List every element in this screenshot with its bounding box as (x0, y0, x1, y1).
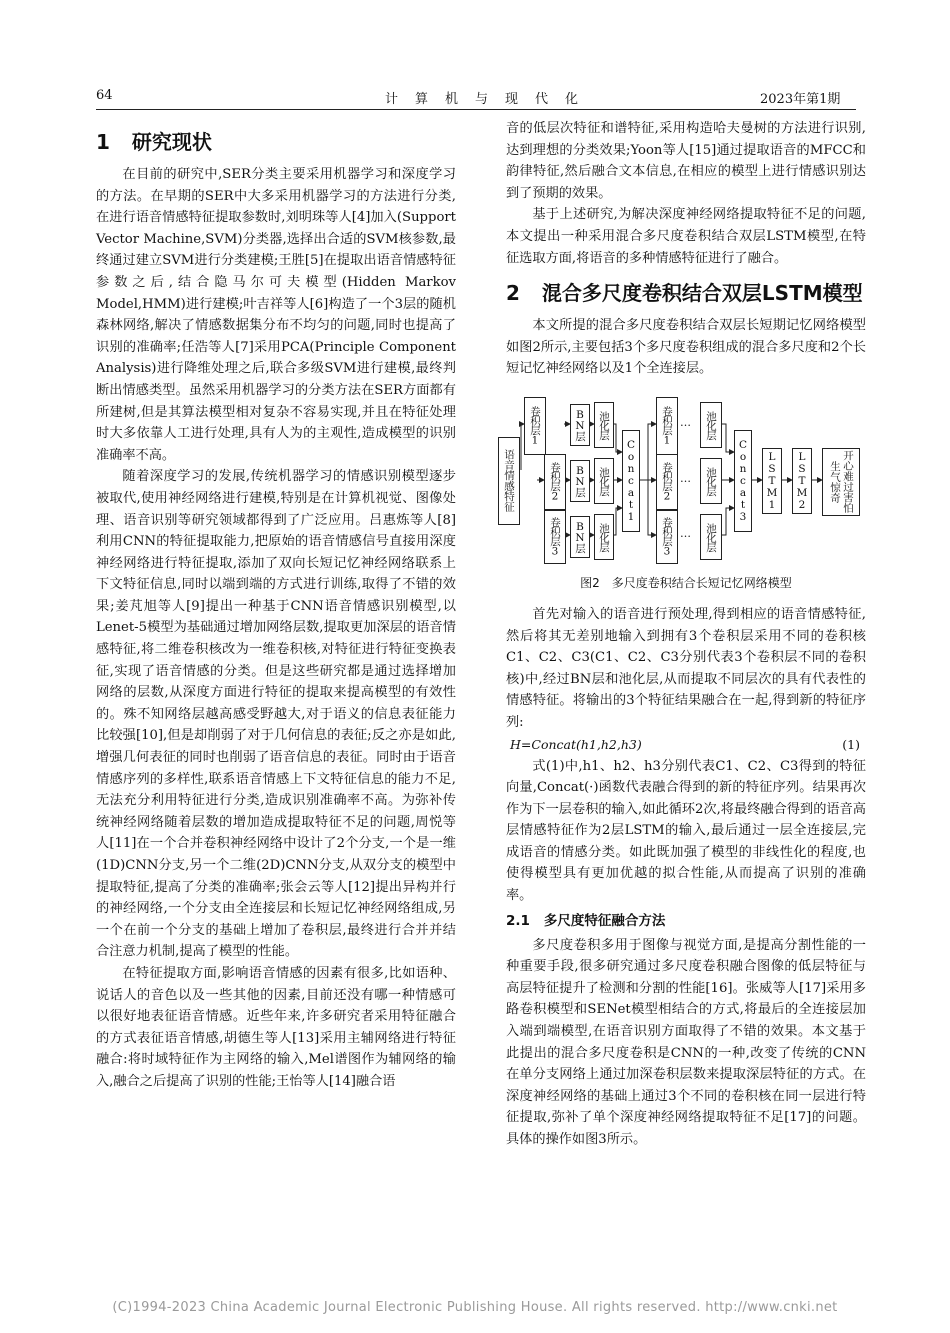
bn-layer-box: BN层 (570, 404, 590, 446)
journal-title: 计 算 机 与 现 代 化 (385, 92, 581, 107)
paragraph: 基于上述研究,为解决深度神经网络提取特征不足的问题,本文提出一种采用混合多尺度卷积结合双层LSTM模型,在特征选取方面,将语音的多种情感特征进行了融合。 (506, 207, 866, 266)
figure-2-diagram (503, 392, 866, 570)
pooling-layer-box: 池化层 (594, 402, 614, 448)
paragraph: 音的低层次特征和谱特征,采用构造哈夫曼树的方法进行识别,达到理想的分类效果;Yoon等人[15]通过提取语音的MFCC和韵律特征,然后融合文本信息,在相应的模型上进行情感识别达到了预期的效果。 (506, 121, 866, 201)
pooling-layer-box: 池化层 (594, 514, 614, 560)
section-title: 混合多尺度卷积结合双层LSTM模型 (541, 281, 863, 306)
page-number: 64 (96, 88, 113, 103)
paragraph: 在目前的研究中,SER分类主要采用机器学习和深度学习的方法。在早期的SER中大多采用机器学习的方法进行分类,在进行语音情感特征提取参数时,刘明珠等人[4]加入(Support Vector Machine,SVM)分类器,选择出合适的SVM核参数,最终通过建立SVM进行分类建模;王胜[5]在提取出语音情感特征参数之后,结合隐马尔可夫模型(Hidden Markov Model,HMM)进行建模;叶吉祥等人[6]构造了一个3层的随机森林网络,解决了情感数据集分布不均匀的问题,同时也提高了识别的准确率;任浩等人[7]采用PCA(Principle Component Analysis)进行降维处理之后,联合多级SVM进行建模,最终判断出情感类型。虽然采用机器学习的分类方法在SER方面都有所建树,但是其算法模型相对复杂不容易实现,并且在特征处理时大多依靠人工进行处理,具有人为的主观性,造成模型的识别准确率不高。 (96, 167, 456, 463)
paragraph: 多尺度卷积多用于图像与视觉方面,是提高分割性能的一种重要手段,很多研究通过多尺度卷积融合图像的低层特征与高层特征提升了检测和分割的性能[16]。张威等人[17]采用多路卷积模型和SENet模型相结合的方式,将最后的全连接层加入端到端模型,在语音识别方面取得了不错的效果。本文基于此提出的混合多尺度卷积是CNN的一种,改变了传统的CNN在单分支网络上通过加深卷积层数来提取深层特征的方式。在深度神经网络的基础上通过3个不同的卷积核在同一层进行特征提取,弥补了单个深度神经网络提取特征不足[17]的问题。具体的操作如图3所示。 (506, 937, 866, 1147)
subsection-2-1-heading (506, 911, 866, 931)
pooling-layer-box: 池化层 (700, 514, 722, 560)
left-column (96, 118, 456, 1093)
paragraph: 本文所提的混合多尺度卷积结合双层长短期记忆网络模型如图2所示,主要包括3个多尺度卷积组成的混合多尺度和2个长短记忆神经网络以及1个全连接层。 (506, 318, 866, 377)
conv-layer-1-box: 卷积层1 (524, 397, 546, 455)
header-rule (96, 109, 856, 110)
equation-1 (506, 734, 866, 756)
pooling-layer-box: 池化层 (594, 458, 614, 504)
bn-layer-box: BN层 (570, 460, 590, 502)
concat3-box: Concat3 (734, 430, 752, 532)
paragraph: 式(1)中,h1、h2、h3分别代表C1、C2、C3得到的特征向量,Concat(·)函数代表融合得到的新的特征序列。结果再次作为下一层卷积的输入,如此循环2次,将最终融合得到的语音高层情感特征作为2层LSTM的输入,最后通过一层全连接层,完成语音的情感分类。如此既加强了模型的非线性化的程度,也使得模型具有更加优越的拟合性能,从而提高了识别的准确率。 (506, 758, 866, 904)
paragraph: 首先对输入的语音进行预处理,得到相应的语音情感特征,然后将其无差别地输入到拥有3个卷积层采用不同的卷积核C1、C2、C3(C1、C2、C3分别代表3个卷积层不同的卷积核)中,经过BN层和池化层,从而提取不同层次的具有代表性的情感特征。将输出的3个特征结果融合在一起,得到新的特征序列: (506, 606, 866, 730)
section-2-heading (506, 279, 866, 307)
equation-number: (1) (842, 736, 860, 752)
section-number: 2 (506, 281, 520, 306)
emotion-output-box: 开心难过害怕生气惊奇 (822, 448, 860, 516)
arrow (720, 424, 734, 452)
section-1-heading (96, 128, 456, 156)
conv-layer-3-box: 卷积层3 (544, 510, 566, 564)
issue-label: 2023年第1期 (760, 92, 841, 107)
input-features-box: 语音情感特征 (498, 437, 520, 525)
arrow (720, 508, 734, 535)
ellipsis: … (680, 415, 691, 429)
paragraph: 在特征提取方面,影响语音情感的因素有很多,比如语种、说话人的音色以及一些其他的因素,目前还没有哪一种情感可以很好地表征语音情感。近些年来,许多研究者采用特征融合的方式表征语音情感,胡德生等人[13]采用主辅网络进行特征融合:将时域特征作为主网络的输入,Mel谱图作为辅网络的输入,融合之后提高了识别的性能;王怡等人[14]融合语 (96, 965, 456, 1089)
concat1-box: Concat1 (622, 430, 640, 532)
subsection-number: 2.1 (506, 912, 530, 929)
figure-caption: 图2 多尺度卷积结合长短记忆网络模型 (580, 575, 792, 590)
conv-layer-2-box: 卷积层2 (544, 454, 566, 510)
subsection-title: 多尺度特征融合方法 (543, 912, 666, 929)
pooling-layer-box: 池化层 (700, 458, 722, 504)
equation: H=Concat(h1,h2,h3) (510, 736, 642, 752)
section-title: 研究现状 (131, 130, 212, 154)
bn-layer-box: BN层 (570, 516, 590, 558)
lstm2-box: LSTM2 (792, 448, 812, 514)
arrow (648, 480, 656, 535)
lstm1-box: LSTM1 (762, 448, 782, 514)
conv-layer-3-box: 卷积层3 (656, 510, 678, 564)
ellipsis: … (680, 471, 691, 485)
copyright-footer: (C)1994-2023 China Academic Journal Electronic Publishing House. All rights reserved. http://www.cnki.net (112, 1300, 838, 1315)
paragraph: 随着深度学习的发展,传统机器学习的情感识别模型逐步被取代,使用神经网络进行建模,特别是在计算机视觉、图像处理、语音识别等研究领域都得到了广泛应用。吕惠炼等人[8]利用CNN的特征提取能力,把原始的语音情感信号直接用深度神经网络进行特征提取,添加了双向长短记忆神经网络联系上下文特征信息,同时以端到端的方式进行训练,取得了不错的效果;姜芃旭等人[9]提出一种基于CNN语音情感识别模型,以Lenet-5模型为基础通过增加网络层数,提取更加深层的语音情感特征,将二维卷积核改为一维卷积核,对特征进行特征变换表征,实现了语音情感的分类。但是这些研究都是通过选择增加网络的层数,从深度方面进行特征的提取来提高模型的有效性的。殊不知网络层越高感受野越大,对于语义的信息表征能力比较强[10],但是却削弱了对于几何信息的表征;反之亦是如此,增强几何表征的同时也削弱了语音信息的表征。同时由于语音情感序列的多样性,联系语音情感上下文特征信息的能力不足,无法充分利用特征进行分类,造成识别准确率不高。为弥补传统神经网络随着层数的增加造成提取特征不足的问题,周悦等人[11]在一个合并卷积神经网络中设计了2个分支,一个是一维(1D)CNN分支,另一个二维(2D)CNN分支,从双分支的模型中提取特征,提高了分类的准确率;张会云等人[12]提出异构并行的神经网络,一个分支由全连接层和长短记忆神经网络组成,另一个在前一个分支的基础上增加了卷积层,最终进行合并并结合注意力机制,提高了模型的性能。 (96, 469, 456, 960)
right-column (503, 118, 866, 1151)
conv-layer-2-box: 卷积层2 (656, 454, 678, 510)
conv-layer-1-box: 卷积层1 (656, 397, 678, 455)
section-number: 1 (96, 130, 110, 154)
arrow (638, 424, 656, 480)
pooling-layer-box: 池化层 (700, 402, 722, 448)
ellipsis: … (680, 526, 691, 540)
